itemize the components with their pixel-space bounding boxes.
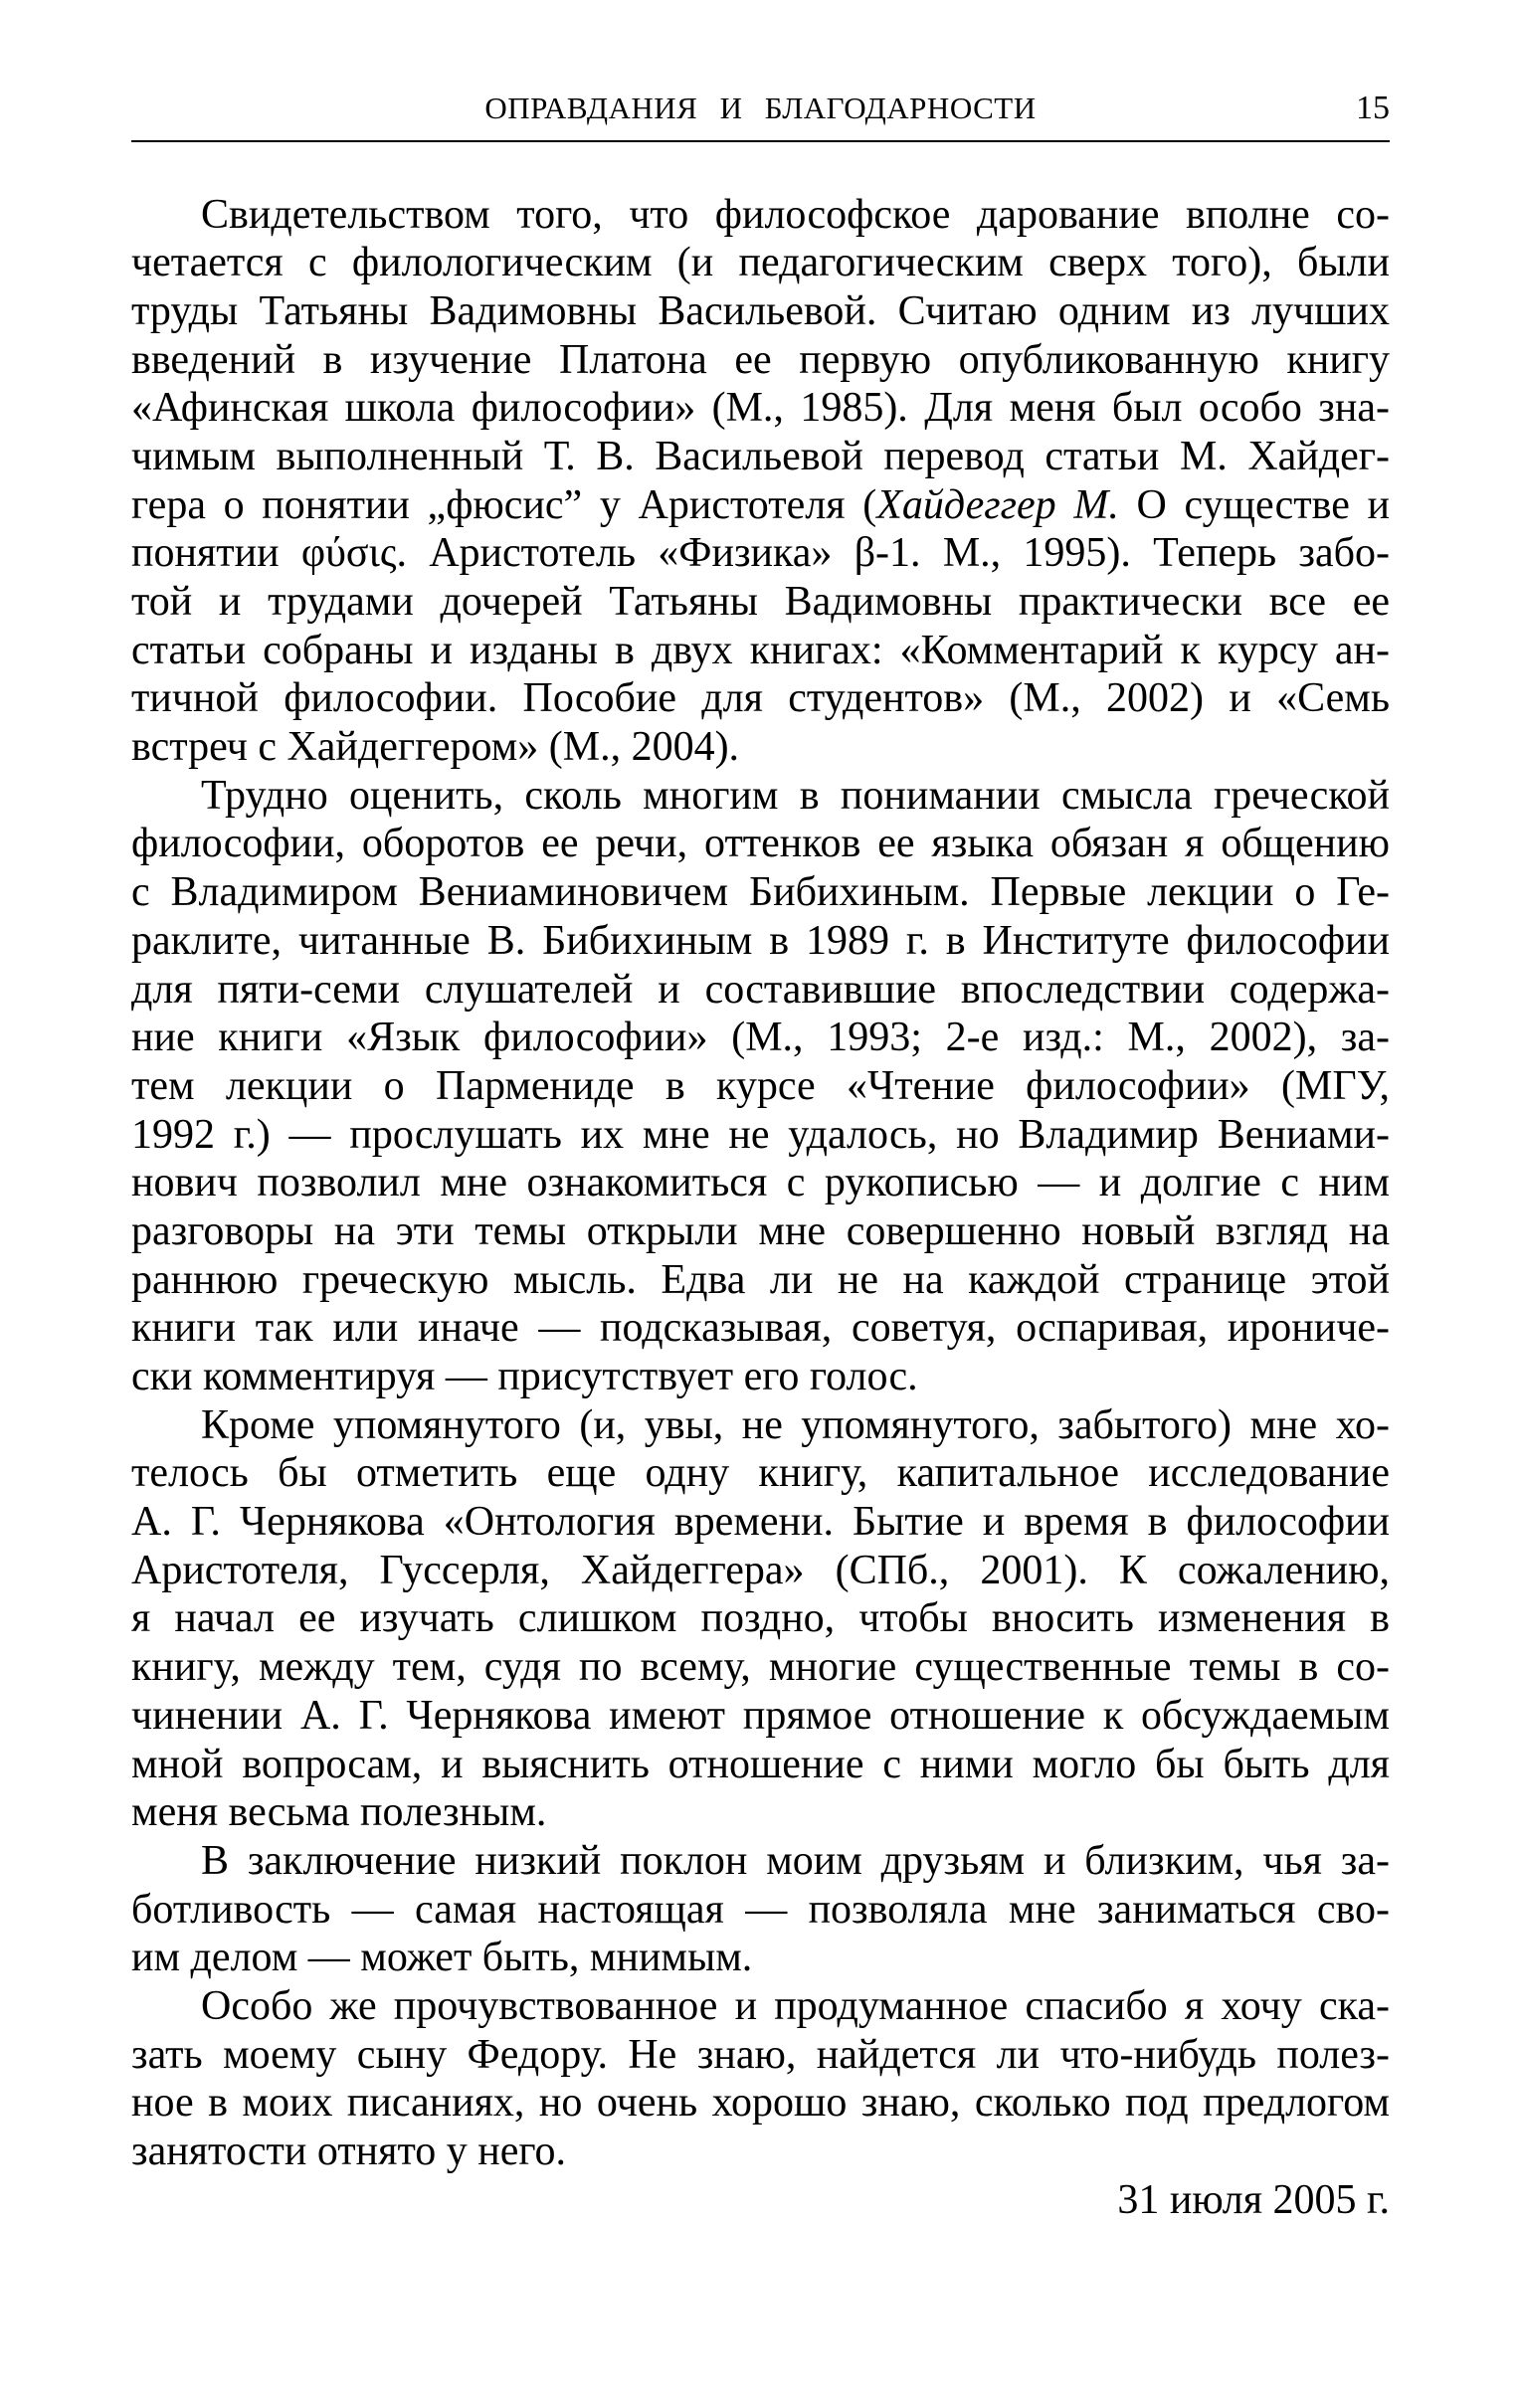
text-line: тем лекции о Пармениде в курсе «Чтение философии» (МГУ,	[131, 1062, 1390, 1109]
running-title	[131, 88, 1390, 129]
text-line: меня весьма полезным.	[131, 1789, 547, 1836]
text-line: раклите, читанные В. Бибихиным в 1989 г. в Институте философии	[131, 917, 1390, 964]
text-line: для пяти-семи слушателей и составившие впоследствии содержа-	[131, 966, 1390, 1013]
text-line: Свидетельством того, что философское дарование вполне со-	[201, 191, 1390, 238]
text-line: той и трудами дочерей Татьяны Вадимовны практически все ее	[131, 579, 1390, 625]
text-line: чимым выполненный Т. В. Васильевой перевод статьи М. Хайдег-	[131, 433, 1390, 479]
text-line: «Афинская школа философии» (М., 1985). Для меня был особо зна-	[131, 385, 1390, 432]
text-line: тичной философии. Пособие для студентов» (М., 2002) и «Семь	[131, 675, 1390, 722]
text-line: зать моему сыну Федору. Не знаю, найдется ли что-нибудь полез-	[131, 2031, 1390, 2078]
text-line: В заключение низкий поклон моим друзьям и близким, чья за-	[201, 1837, 1390, 1884]
text-line: А. Г. Чернякова «Онтология времени. Бытие и время в философии	[131, 1499, 1390, 1546]
text-line: им делом — может быть, мнимым.	[131, 1935, 753, 1981]
text-line: философии, оборотов ее речи, оттенков ее языка обязан я общению	[131, 821, 1390, 867]
text-segment: гера о понятии „фюсис” у Аристотеля (	[131, 481, 877, 528]
text-line	[131, 481, 1390, 530]
text-line: занятости отнято у него.	[131, 2129, 567, 2174]
text-line: нович позволил мне ознакомиться с рукописью — и долгие с ним	[131, 1160, 1390, 1206]
text-line: мной вопросам, и выяснить отношение с ними могло бы быть для	[131, 1741, 1390, 1787]
text-line: Кроме упомянутого (и, увы, не упомянутого, забытого) мне хо-	[201, 1401, 1390, 1448]
text-line: чинении А. Г. Чернякова имеют прямое отношение к обсуждаемым	[131, 1692, 1390, 1739]
text-line: книги так или иначе — подсказывая, советуя, оспаривая, ирониче-	[131, 1305, 1390, 1352]
text-line: телось бы отметить еще одну книгу, капитальное исследование	[131, 1450, 1390, 1497]
paragraph	[131, 191, 1390, 772]
running-header	[131, 88, 1390, 129]
text-line: с Владимиром Вениаминовичем Бибихиным. Первые лекции о Ге-	[131, 869, 1390, 916]
text-line: раннюю греческую мысль. Едва ли не на каждой странице этой	[131, 1256, 1390, 1303]
text-line: ски комментируя — присутствует его голос.	[131, 1354, 918, 1399]
text-line: ное в моих писаниях, но очень хорошо знаю, сколько под предлогом	[131, 2080, 1390, 2127]
text-line: встреч с Хайдеггером» (М., 2004).	[131, 724, 740, 771]
text-line: я начал ее изучать слишком поздно, чтобы вносить изменения в	[131, 1595, 1390, 1642]
text-line: книгу, между тем, судя по всему, многие существенные темы в со-	[131, 1644, 1390, 1691]
text-line: понятии φύσις. Аристотель «Физика» β-1. М., 1995). Теперь забо-	[131, 530, 1390, 577]
text-line: ние книги «Язык философии» (М., 1993; 2-е изд.: М., 2002), за-	[131, 1015, 1390, 1061]
paragraph	[131, 1982, 1390, 2176]
text-segment: О существе и	[1118, 481, 1390, 528]
text-line: 1992 г.) — прослушать их мне не удалось, но Владимир Вениами-	[131, 1111, 1390, 1158]
running-title-word: И	[719, 91, 743, 125]
text-line: четается с филологическим (и педагогическим сверх того), были	[131, 240, 1390, 286]
body-text	[131, 191, 1390, 2225]
text-line: ботливость — самая настоящая — позволяла мне заниматься сво-	[131, 1886, 1390, 1933]
text-line: введений в изучение Платона ее первую опубликованную книгу	[131, 336, 1390, 383]
paragraph	[131, 1837, 1390, 1982]
running-title-word: ОПРАВДАНИЯ	[484, 91, 698, 125]
text-line: труды Татьяны Вадимовны Васильевой. Считаю одним из лучших	[131, 287, 1390, 334]
page-number: 15	[1356, 90, 1390, 126]
italic-citation: Хайдеггер М.	[876, 481, 1119, 528]
text-line: разговоры на эти темы открыли мне совершенно новый взгляд на	[131, 1207, 1390, 1254]
header-rule	[131, 140, 1390, 142]
text-line: Трудно оценить, сколь многим в понимании смысла греческой	[201, 772, 1390, 819]
text-line: Особо же прочувствованное и продуманное спасибо я хочу ска-	[201, 1982, 1390, 2029]
signature-date: 31 июля 2005 г.	[1117, 2176, 1390, 2223]
running-title-word: БЛАГОДАРНОСТИ	[764, 91, 1037, 125]
paragraph	[131, 1401, 1390, 1837]
text-line: статьи собраны и изданы в двух книгах: «Комментарий к курсу ан-	[131, 627, 1390, 673]
paragraph	[131, 772, 1390, 1401]
text-line: Аристотеля, Гуссерля, Хайдеггера» (СПб., 2001). К сожалению,	[131, 1547, 1390, 1593]
